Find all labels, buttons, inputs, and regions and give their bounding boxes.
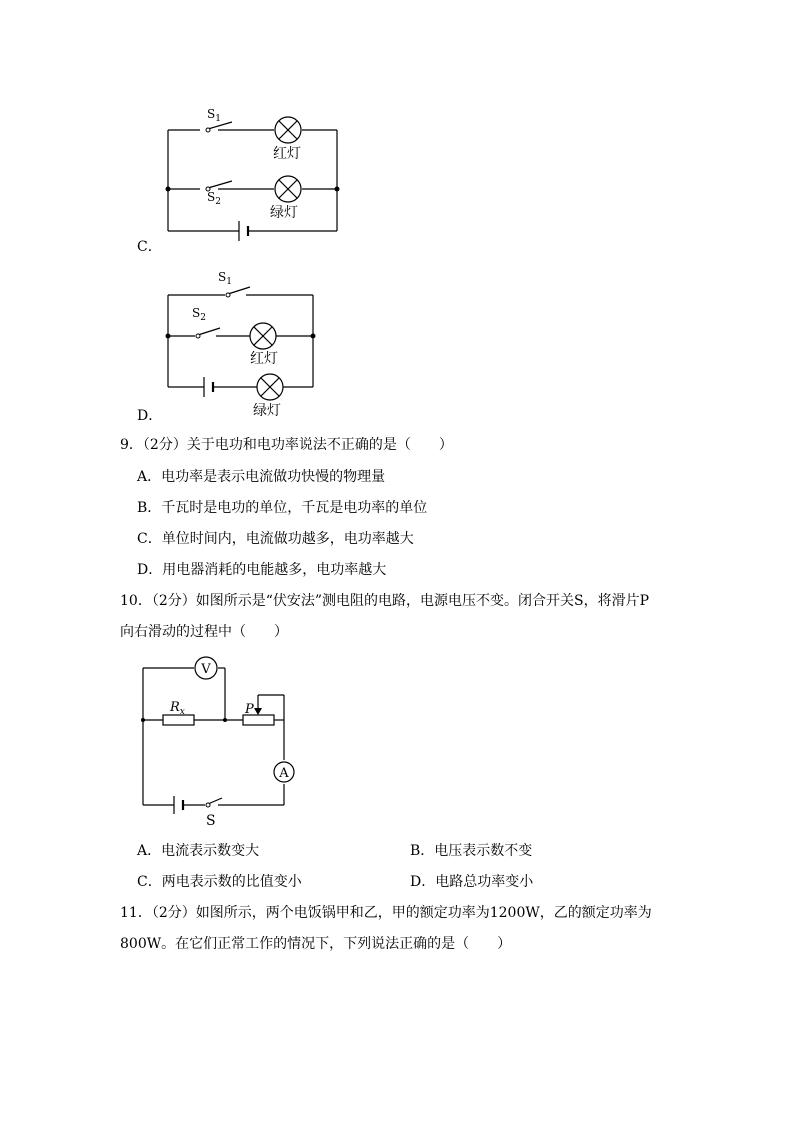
voltmeter-label: V: [201, 662, 211, 677]
switch-s2-contact: [196, 334, 200, 338]
slider-p-label: P: [245, 702, 254, 717]
q11-stem-line2: 800W。在它们正常工作的情况下，下列说法正确的是（ ）: [120, 936, 512, 952]
switch-s-label: S: [206, 813, 216, 829]
ammeter-label: A: [279, 766, 289, 781]
resistor-rx: [163, 715, 194, 725]
red-lamp-icon: [275, 117, 301, 143]
q10-stem-line1: 10．（2分）如图所示是“伏安法”测电阻的电路，电源电压不变。闭合开关S，将滑片P: [120, 593, 650, 609]
junction-dot: [166, 187, 171, 192]
switch-s1-contact: [206, 128, 210, 132]
q9-stem: 9．（2分）关于电功和电功率说法不正确的是（ ）: [120, 437, 453, 453]
option-d-label: D．: [137, 408, 163, 424]
q11-stem-line1: 11．（2分）如图所示，两个电饭锅甲和乙，甲的额定功率为1200W，乙的额定功率为: [120, 905, 652, 921]
green-lamp-label: 绿灯: [253, 403, 281, 419]
green-lamp-icon: [257, 374, 283, 400]
switch-contact: [206, 803, 210, 807]
circuit-diagram-c: [150, 95, 360, 255]
slider-arrow-icon: [254, 708, 262, 715]
junction-dot: [223, 718, 227, 722]
switch-s1-contact: [226, 293, 230, 297]
green-lamp-label: 绿灯: [270, 205, 298, 221]
junction-dot: [166, 334, 171, 339]
switch-s2-label: $S_2$: [207, 190, 221, 207]
q10-stem-line2: 向右滑动的过程中（ ）: [120, 624, 288, 640]
switch-s2-label: $S_2$: [192, 306, 206, 323]
junction-dot: [311, 334, 316, 339]
red-lamp-icon: [250, 323, 276, 349]
circuit-diagram-d: [150, 265, 340, 420]
switch-s1-label: $S_1$: [207, 107, 221, 124]
q9-option-d: D．用电器消耗的电能越多，电功率越大: [137, 562, 387, 578]
q9-option-c: C．单位时间内，电流做功越多，电功率越大: [137, 531, 414, 547]
switch-s1-label: $S_1$: [218, 270, 232, 287]
q10-option-b: B．电压表示数不变: [410, 843, 533, 859]
option-c-label: C．: [137, 239, 162, 255]
q9-option-a: A．电功率是表示电流做功快慢的物理量: [137, 469, 386, 485]
rx-label: $R_x$: [170, 700, 185, 717]
green-lamp-icon: [275, 176, 301, 202]
red-lamp-label: 红灯: [250, 351, 278, 367]
junction-dot: [335, 187, 340, 192]
q9-option-b: B．千瓦时是电功的单位，千瓦是电功率的单位: [137, 500, 428, 516]
junction-dot: [141, 718, 145, 722]
red-lamp-label: 红灯: [273, 146, 301, 162]
voltammetry-circuit-diagram: [130, 650, 310, 830]
q10-option-a: A．电流表示数变大: [137, 843, 260, 859]
q10-option-d: D．电路总功率变小: [410, 874, 534, 890]
q10-option-c: C．两电表示数的比值变小: [137, 874, 302, 890]
